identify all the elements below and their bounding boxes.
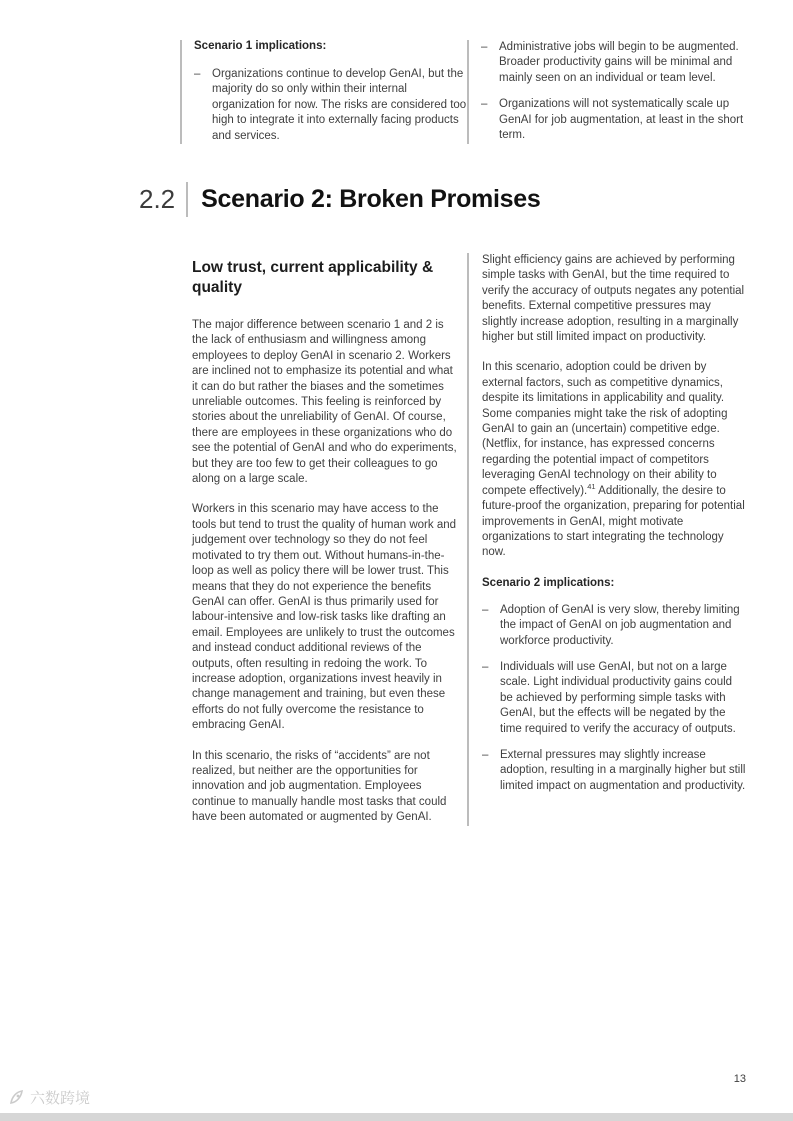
- page-number: 13: [733, 1073, 746, 1085]
- main-content: [192, 253, 747, 826]
- bullet-dash: –: [482, 660, 489, 673]
- scenario1-implications-heading: Scenario 1 implications:: [194, 40, 327, 52]
- scenario2-implications-heading: Scenario 2 implications:: [482, 576, 615, 589]
- list-item: [194, 67, 467, 144]
- bullet-text: Adoption of GenAI is very slow, thereby limiting the impact of GenAI on job augmentation and workforce productivity.: [500, 603, 740, 647]
- paragraph-text: Additionally, the desire to future-proof the organization, preparing for potential improvements in GenAI, might motivate organizations to start integrating the technology now.: [482, 484, 745, 559]
- bullet-dash: –: [482, 748, 489, 761]
- bullet-dash: –: [194, 68, 201, 80]
- bullet-dash: –: [482, 603, 489, 616]
- watermark: [8, 1087, 90, 1108]
- paragraph-with-footnote: [482, 360, 747, 560]
- scenario1-bullet-list: [194, 67, 467, 144]
- section-number: 2.2: [139, 184, 176, 214]
- bullet-dash: –: [481, 41, 488, 53]
- scenario1-bullet-list-right: [481, 40, 747, 143]
- right-column: [467, 253, 747, 826]
- bullet-text: External pressures may slightly increase adoption, resulting in a marginally higher but still limited impact on augmentation and productivity.: [500, 748, 746, 792]
- list-item: [481, 40, 747, 86]
- subsection-heading: Low trust, current applicability & quality: [192, 259, 434, 296]
- bullet-dash: –: [481, 98, 488, 111]
- bullet-text: Individuals will use GenAI, but not on a large scale. Light individual productivity gains could be achieved by performing simple tasks with GenAI, but the effects will be negated by the time required to verify the accuracy of outputs.: [500, 660, 736, 735]
- bottom-strip: [0, 1113, 793, 1121]
- paragraph: Workers in this scenario may have access to the tools but tend to trust the quality of human work and judgement over technology so they do not feel motivated to try them out. Without humans-in-the-loop as well as policy there will be lower trust. This means that they do not experience the benefits GenAI can offer. GenAI is thus primarily used for labour-intensive and low-risk tasks like drafting an email. Employees are unlikely to trust the outcomes and instead conduct additional reviews of the outputs, often resulting in redoing the work. To increase adoption, organizations invest heavily in change management and training, but even these efforts do not fully overcome the resistance to embracing GenAI.: [192, 503, 457, 732]
- left-column: [192, 253, 467, 826]
- bullet-text: Organizations will not systematically scale up GenAI for job augmentation, at least in the short term.: [499, 98, 744, 142]
- list-item: [482, 660, 747, 737]
- bullet-text: Administrative jobs will begin to be augmented. Broader productivity gains will be minimal and mainly seen on an individual or team level.: [499, 41, 739, 84]
- list-item: [481, 97, 747, 143]
- scenario1-implications-section: [180, 40, 747, 144]
- watermark-logo-icon: [8, 1089, 26, 1107]
- paragraph: The major difference between scenario 1 and 2 is the lack of enthusiasm and willingness among employees to deploy GenAI in scenario 2. Workers are inclined not to emphasize its potential and what it can do but rather the biases and the sometimes unreliable outcomes. This feeling is reinforced by stories about the unreliability of GenAI. Of course, there are employees in these organizations who do see the potential of GenAI and who do experiments, but they are too few to get their colleagues to go along on a large scale.: [192, 319, 457, 486]
- watermark-text: 六数跨境: [30, 1090, 91, 1107]
- list-item: [482, 603, 747, 649]
- paragraph: In this scenario, the risks of “accidents” are not realized, but neither are the opportunities for innovation and job augmentation. Employees continue to manually handle most tasks that could have been automated or augmented by GenAI.: [192, 749, 447, 824]
- bullet-text: Organizations continue to develop GenAI, but the majority do so only within their internal organization for now. The risks are considered too high to integrate it into externally facing products and services.: [212, 68, 467, 142]
- section-title: Scenario 2: Broken Promises: [201, 185, 541, 213]
- footnote-reference: 41: [587, 481, 596, 491]
- scenario1-implications-left-column: [180, 40, 467, 144]
- scenario1-implications-right-column: [467, 40, 747, 144]
- paragraph-text: In this scenario, adoption could be driven by external factors, such as competitive dynamics, despite its limitations in applicability and quality. Some companies might take the risk of adopting GenAI to gain an (uncertain) competitive edge. (Netflix, for instance, has expressed concerns regarding the potential impact of competitors leveraging GenAI technology on their ability to compete effectively).: [482, 361, 728, 497]
- section-heading: [139, 182, 540, 217]
- scenario2-bullet-list: [482, 603, 747, 794]
- section-divider-line: [186, 182, 188, 217]
- paragraph: Slight efficiency gains are achieved by performing simple tasks with GenAI, but the time required to verify the accuracy of outputs negates any potential benefits. External competitive pressures may slightly increase adoption, resulting in a marginally higher but still limited impact on productivity.: [482, 254, 745, 344]
- list-item: [482, 748, 747, 794]
